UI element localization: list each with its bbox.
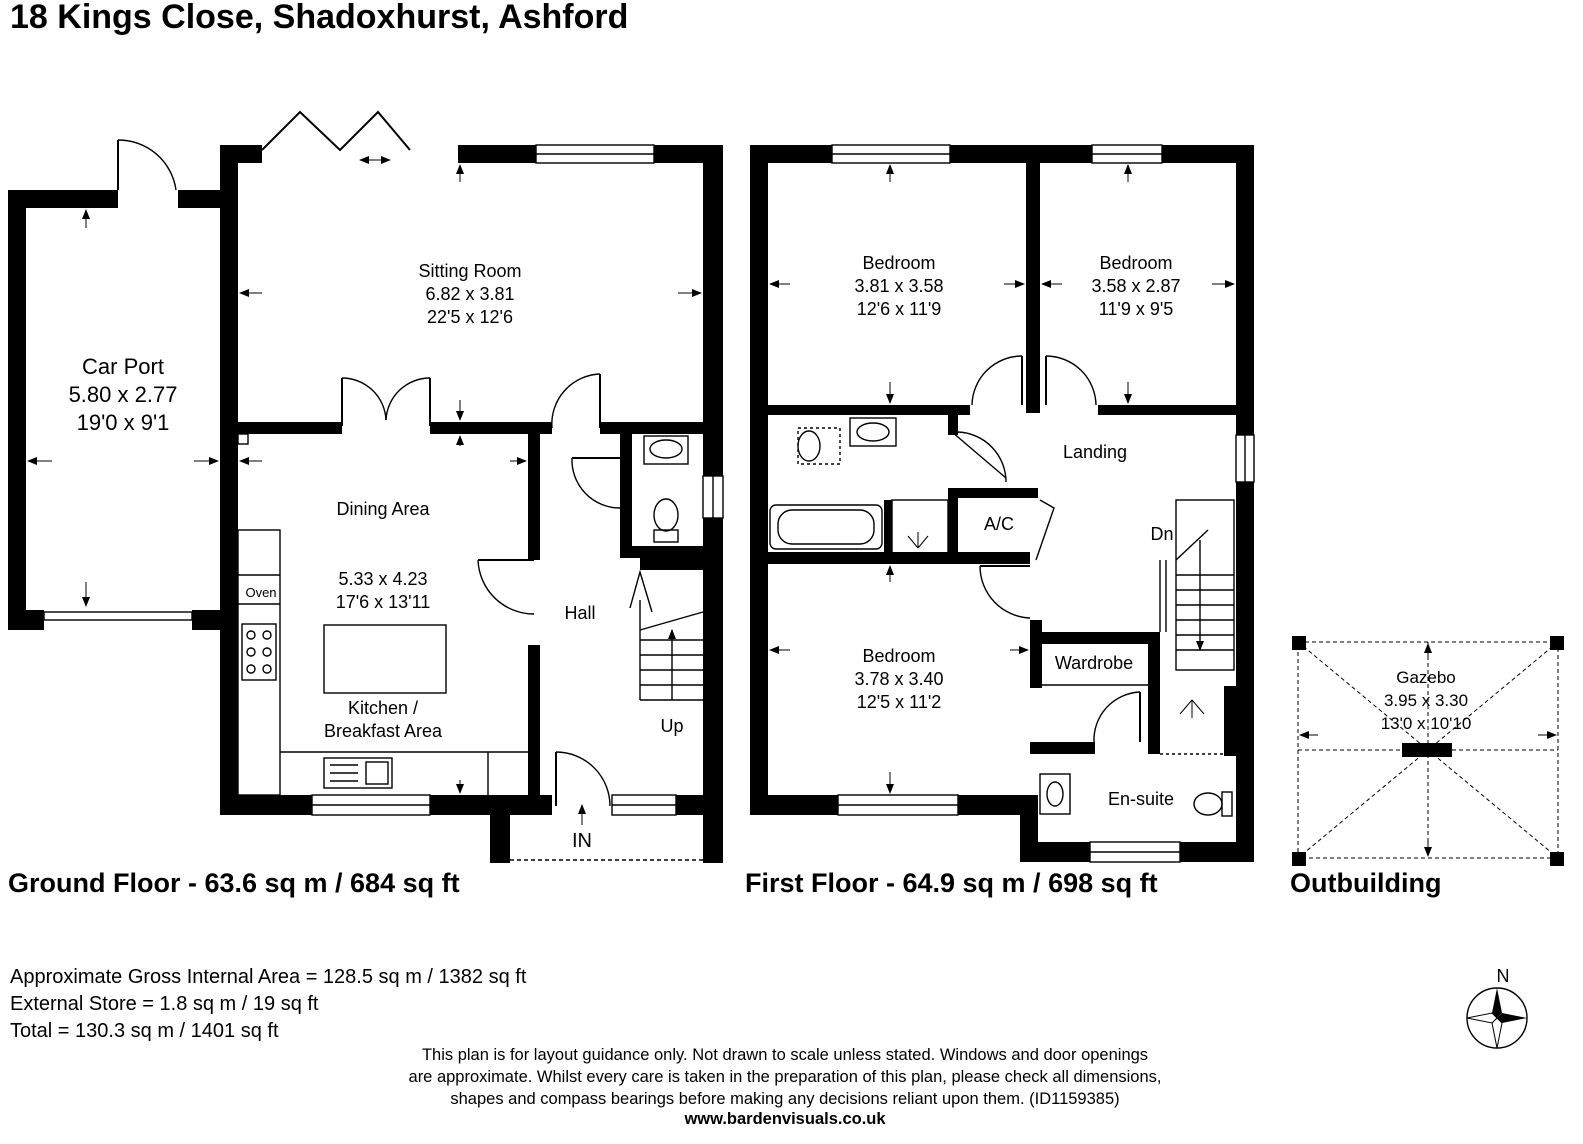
first-floor-fixtures — [770, 145, 1254, 862]
ff-wall-bottom-1 — [750, 795, 838, 815]
carport-metric: 5.80 x 2.77 — [68, 382, 178, 407]
ensuite-right-inner — [1224, 686, 1236, 756]
wardrobe-label: Wardrobe — [1054, 653, 1134, 673]
bed2-landing-wall — [1098, 405, 1236, 415]
gross-area: Approximate Gross Internal Area = 128.5 sq m / 1382 sq ft — [10, 966, 527, 988]
stairs-up — [630, 572, 703, 700]
bedroom2-name: Bedroom — [1099, 253, 1173, 273]
gazebo-metric: 3.95 x 3.30 — [1383, 691, 1469, 710]
in-label: IN — [572, 830, 592, 852]
house-wall-left — [220, 145, 238, 815]
bathroom-toilet — [798, 431, 820, 461]
wc-toilet — [654, 499, 678, 531]
ensuite-basin — [1040, 774, 1070, 814]
carport-name: Car Port — [82, 354, 164, 379]
first-floor-label: First Floor - 64.9 sq m / 698 sq ft — [745, 868, 1158, 898]
bedroom2-imperial: 11'9 x 9'5 — [1098, 299, 1174, 319]
north-compass — [1467, 988, 1527, 1048]
bedroom3-name: Bedroom — [862, 646, 936, 666]
sitting-imperial: 22'5 x 12'6 — [427, 307, 513, 327]
disclaimer-line-1: This plan is for layout guidance only. Not drawn to scale unless stated. Windows and door openings — [421, 1046, 1149, 1064]
disclaimer-line-3: shapes and compass bearings before making any decisions reliant upon them. (ID1159385) — [450, 1090, 1120, 1108]
house-wall-bottom-3 — [676, 795, 723, 815]
wardrobe-wall-top — [1030, 632, 1160, 644]
oven-label: Oven — [245, 585, 277, 600]
ac-label: A/C — [983, 514, 1015, 534]
gazebo-name: Gazebo — [1396, 668, 1456, 687]
store-area: External Store = 1.8 sq m / 19 sq ft — [10, 993, 319, 1015]
kitchen-units-left — [238, 530, 280, 795]
outbuilding-label: Outbuilding — [1290, 868, 1442, 898]
porch-wall — [490, 815, 510, 863]
up-label: Up — [660, 716, 684, 736]
sitting-name: Sitting Room — [418, 261, 522, 281]
bedroom3-metric: 3.78 x 3.40 — [854, 669, 944, 689]
dining-metric: 5.33 x 4.23 — [338, 569, 428, 589]
house-wall-bottom-1 — [220, 795, 312, 815]
ff-wall-top-1 — [750, 145, 832, 163]
bedroom1-metric: 3.81 x 3.58 — [854, 276, 944, 296]
property-title: 18 Kings Close, Shadoxhurst, Ashford — [10, 0, 629, 36]
shower-wall — [884, 500, 892, 554]
bedroom3-imperial: 12'5 x 11'2 — [856, 692, 942, 712]
carport-wall-top-right — [178, 190, 220, 208]
sitting-hall-wall — [600, 422, 703, 434]
landing-label: Landing — [1062, 442, 1128, 462]
gazebo-imperial: 13'0 x 10'10 — [1380, 714, 1472, 733]
ff-wall-right-lower — [1236, 482, 1254, 862]
carport-wall-top-left — [8, 190, 118, 208]
dining-name: Dining Area — [336, 499, 430, 519]
ensuite-toilet — [1194, 793, 1222, 815]
carport-opening — [44, 612, 192, 620]
ff-wall-top-2 — [950, 145, 1092, 163]
wc-wall-left — [620, 434, 632, 558]
kitchen-hall-wall — [528, 645, 540, 797]
wc-wall-bottom — [620, 546, 705, 558]
ff-wall-ensuite-left — [1020, 795, 1038, 862]
bedroom1-name: Bedroom — [862, 253, 936, 273]
disclaimer — [330, 1044, 1240, 1110]
ensuite-wall-right — [1148, 682, 1160, 754]
ff-wall-ensuite-bottom-2 — [1180, 842, 1254, 862]
house-wall-bottom-2 — [430, 795, 552, 815]
dining-hall-wall — [528, 434, 540, 560]
ff-wall-right-upper — [1236, 145, 1254, 435]
kitchen-island — [324, 625, 446, 693]
website-link[interactable]: www.bardenvisuals.co.uk — [684, 1110, 886, 1128]
ensuite-label: En-suite — [1107, 789, 1175, 809]
hall-label: Hall — [564, 603, 596, 623]
total-area: Total = 130.3 sq m / 1401 sq ft — [10, 1020, 279, 1042]
dn-label: Dn — [1150, 524, 1174, 544]
disclaimer-line-2: are approximate. Whilst every care is taken in the preparation of this plan, please check all dimensions, — [408, 1068, 1162, 1086]
stair-wall — [640, 558, 705, 570]
bedroom2-metric: 3.58 x 2.87 — [1091, 276, 1181, 296]
ff-wall-left — [750, 145, 768, 815]
kitchen-name-2: Breakfast Area — [323, 721, 443, 741]
bifold-door — [262, 112, 410, 150]
carport-wall-left — [8, 190, 26, 630]
house-wall-top-left — [220, 145, 262, 163]
carport-imperial: 19'0 x 9'1 — [76, 410, 170, 435]
dining-imperial: 17'6 x 13'11 — [335, 592, 431, 612]
kitchen-name-1: Kitchen / — [347, 698, 419, 718]
bedroom1-imperial: 12'6 x 11'9 — [856, 299, 942, 319]
sitting-dining-wall-2 — [430, 422, 552, 434]
sitting-dining-wall-1 — [238, 422, 342, 434]
area-summary — [10, 964, 526, 1045]
wardrobe-wall-left — [1030, 620, 1042, 688]
sitting-metric: 6.82 x 3.81 — [425, 284, 515, 304]
ground-floor-label: Ground Floor - 63.6 sq m / 684 sq ft — [8, 868, 460, 898]
ensuite-wall-top — [1030, 742, 1095, 754]
bed1-landing-wall — [768, 405, 970, 415]
carport-wall-bottom-left — [8, 610, 44, 630]
carport-wall-bottom-right — [192, 610, 220, 630]
bedroom-divider — [1026, 163, 1040, 413]
compass-north-label: N — [1496, 966, 1510, 986]
ac-wall-top — [948, 488, 1038, 498]
